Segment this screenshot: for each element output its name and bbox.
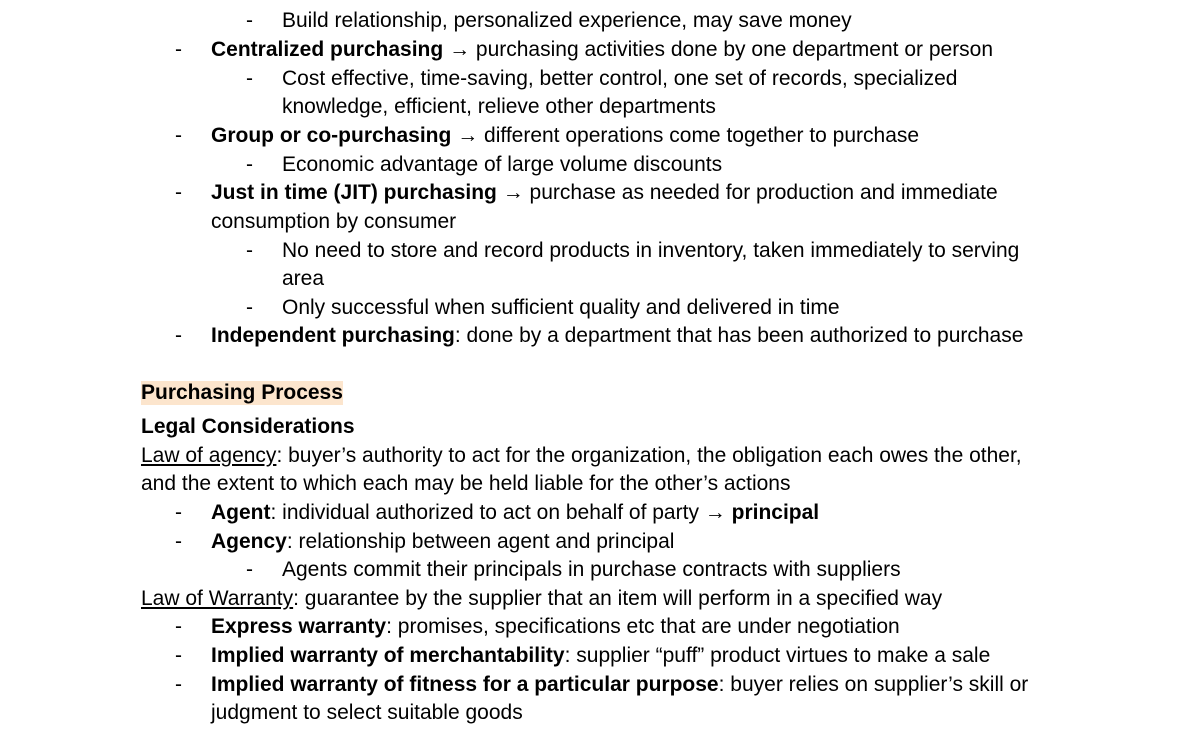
independent-purchasing-text: : done by a department that has been authorized to purchase (454, 324, 1024, 347)
law-of-warranty-term: Law of Warranty (141, 587, 294, 610)
law-of-agency-text: : buyer’s authority to act for the organization, the obligation each owes the other, (276, 444, 1022, 467)
bullet-dash: - (175, 38, 182, 61)
centralized-purchasing-text: purchasing activities done by one department or person (470, 38, 994, 61)
bullet-dash: - (246, 296, 253, 319)
arrow-glyph: → (704, 501, 726, 524)
arrow-glyph: → (502, 181, 524, 204)
arrow-glyph: → (449, 38, 471, 61)
jit-detail2: Only successful when sufficient quality and delivered in time (282, 296, 840, 319)
group-purchasing-item (211, 124, 919, 148)
bullet-dash: - (246, 9, 253, 32)
centralized-purchasing-term: Centralized purchasing (211, 38, 444, 61)
bullet-dash: - (246, 239, 253, 262)
merchantability-text: : supplier “puff” product virtues to make a sale (564, 644, 991, 667)
agency-detail: Agents commit their principals in purchase contracts with suppliers (282, 558, 901, 581)
agent-item (211, 501, 819, 525)
agency-term: Agency (211, 530, 287, 553)
centralized-purchasing-item (211, 38, 993, 62)
bullet-dash: - (175, 673, 182, 696)
jit-purchasing-text: purchase as needed for production and immediate (523, 181, 998, 204)
fitness-text: : buyer relies on supplier’s skill or (718, 673, 1029, 696)
law-of-agency-definition (141, 444, 1022, 468)
law-of-warranty-text: : guarantee by the supplier that an item will perform in a specified way (293, 587, 943, 610)
centralized-detail-line1: Cost effective, time-saving, better control, one set of records, specialized (282, 67, 958, 90)
bullet-dash: - (175, 124, 182, 147)
principal-term: principal (731, 501, 820, 524)
bullet-dash: - (175, 615, 182, 638)
merchantability-term: Implied warranty of merchantability (211, 644, 565, 667)
merchantability-item (211, 644, 990, 668)
fitness-term: Implied warranty of fitness for a particular purpose (211, 673, 719, 696)
group-purchasing-term: Group or co-purchasing (211, 124, 452, 147)
express-warranty-item (211, 615, 900, 639)
arrow-glyph: → (457, 124, 479, 147)
independent-purchasing-term: Independent purchasing (211, 324, 455, 347)
express-warranty-term: Express warranty (211, 615, 387, 638)
jit-detail1-line1: No need to store and record products in inventory, taken immediately to serving (282, 239, 1020, 262)
bullet-dash: - (246, 67, 253, 90)
law-of-agency-term: Law of agency (141, 444, 277, 467)
independent-purchasing-item (211, 324, 1023, 348)
jit-purchasing-text-line2: consumption by consumer (211, 210, 457, 233)
jit-detail1-line2: area (282, 267, 325, 290)
local-purchasing-detail: Build relationship, personalized experience, may save money (282, 9, 852, 32)
law-of-agency-text-line2: and the extent to which each may be held liable for the other’s actions (141, 472, 791, 495)
fitness-item (211, 673, 1028, 697)
subheading: Legal Considerations (141, 415, 355, 438)
agent-term: Agent (211, 501, 271, 524)
section-heading: Purchasing Process (141, 381, 343, 404)
fitness-text-line2: judgment to select suitable goods (211, 701, 523, 724)
bullet-dash: - (246, 558, 253, 581)
group-purchasing-detail: Economic advantage of large volume discounts (282, 153, 723, 176)
group-purchasing-text: different operations come together to purchase (478, 124, 920, 147)
bullet-dash: - (175, 181, 182, 204)
agency-item (211, 530, 674, 554)
bullet-dash: - (175, 644, 182, 667)
agency-text: : relationship between agent and principal (286, 530, 675, 553)
bullet-dash: - (175, 530, 182, 553)
bullet-dash: - (175, 501, 182, 524)
jit-purchasing-term: Just in time (JIT) purchasing (211, 181, 497, 204)
centralized-detail-line2: knowledge, efficient, relieve other departments (282, 95, 716, 118)
express-warranty-text: : promises, specifications etc that are under negotiation (386, 615, 900, 638)
law-of-warranty-definition (141, 587, 942, 611)
bullet-dash: - (246, 153, 253, 176)
jit-purchasing-item (211, 181, 998, 205)
agent-text: : individual authorized to act on behalf of party (270, 501, 705, 524)
bullet-dash: - (175, 324, 182, 347)
